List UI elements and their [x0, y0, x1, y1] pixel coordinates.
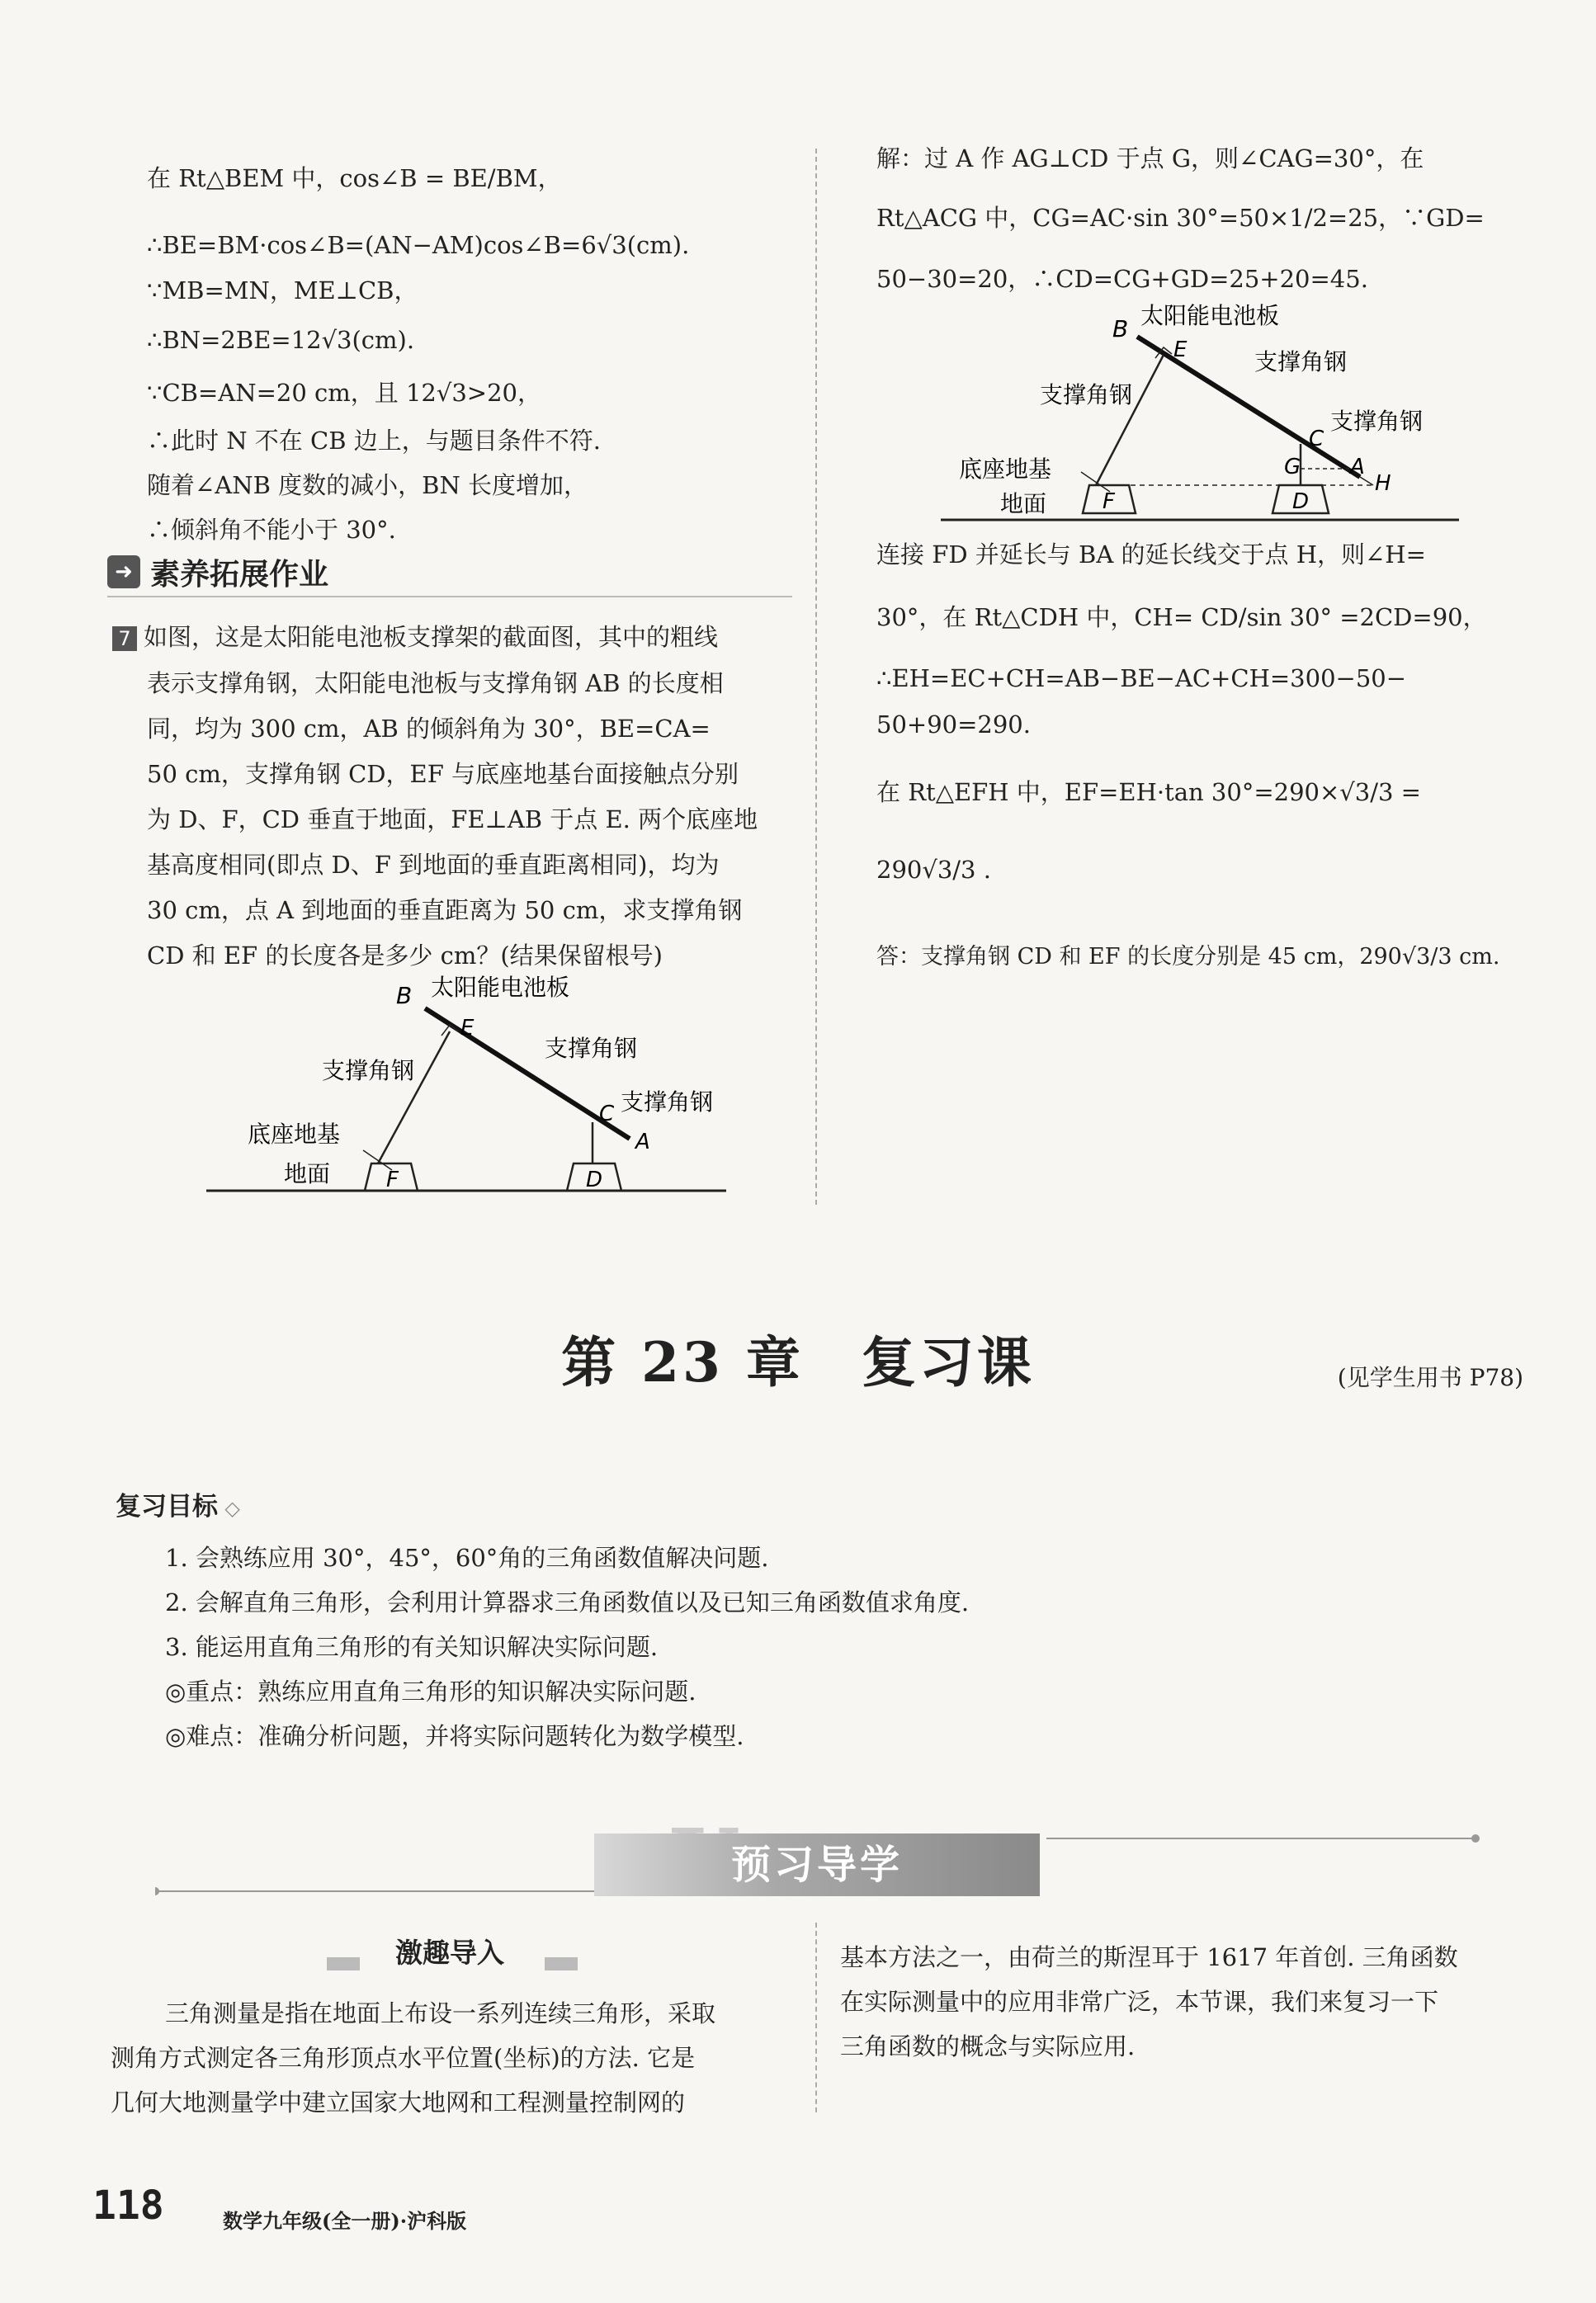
goal-item-2: 2. 会解直角三角形，会利用计算器求三角函数值以及已知三角函数值求角度.	[165, 1588, 970, 1616]
goal-key-point: ◎重点：熟练应用直角三角形的知识解决实际问题.	[165, 1678, 696, 1706]
fig-left-label-E: E	[460, 1016, 475, 1041]
column-divider-bottom	[815, 1923, 817, 2112]
fig-left-label-ground: 地面	[284, 1160, 331, 1187]
section-title: 素养拓展作业	[150, 557, 329, 592]
fig-right-label-steel-right: 支撑角钢	[1330, 408, 1424, 435]
left-line-7: 随着∠ANB 度数的减小，BN 长度增加，	[147, 471, 588, 499]
left-line-3: ∵MB=MN，ME⊥CB，	[147, 276, 418, 304]
right-line-8: 在 Rt△EFH 中，EF=EH·tan 30°=290×√3/3 =	[876, 778, 1421, 806]
preview-label: 预习导学	[594, 1833, 1040, 1896]
page-number: 118	[92, 2183, 164, 2229]
fig-left-label-D: D	[586, 1168, 603, 1192]
right-line-1: 解：过 A 作 AG⊥CD 于点 G，则∠CAG=30°，在	[876, 144, 1424, 172]
intro-left-line-2: 测角方式测定各三角形顶点水平位置(坐标)的方法. 它是	[111, 2044, 696, 2072]
fig-left-label-steel-top: 支撑角钢	[545, 1035, 638, 1062]
solar-panel-figure-right	[908, 304, 1485, 531]
right-line-3: 50−30=20，∴CD=CG+GD=25+20=45.	[876, 265, 1368, 293]
fig-right-label-G: G	[1284, 455, 1301, 479]
left-line-1: 在 Rt△BEM 中，cos∠B = BE/BM，	[147, 164, 562, 192]
diamond-icon: ◇	[218, 1497, 240, 1520]
left-line-4: ∴BN=2BE=12√3(cm).	[147, 326, 415, 354]
fig-right-label-C: C	[1309, 427, 1324, 451]
question-line-4: 50 cm，支撑角钢 CD，EF 与底座地基台面接触点分别	[147, 760, 739, 788]
intro-right-line-2: 在实际测量中的应用非常广泛，本节课，我们来复习一下	[840, 1988, 1439, 2016]
column-divider-top	[815, 149, 817, 1205]
question-text-1: 如图，这是太阳能电池板支撑架的截面图，其中的粗线	[144, 623, 719, 651]
section-underline	[107, 596, 792, 597]
right-line-2: Rt△ACG 中，CG=AC·sin 30°=50×1/2=25，∵GD=	[876, 204, 1485, 232]
right-line-9: 290√3/3 .	[876, 856, 991, 884]
goals-header-text: 复习目标	[116, 1492, 218, 1522]
question-line-8: CD 和 EF 的长度各是多少 cm？(结果保留根号)	[147, 941, 663, 970]
fig-right-label-A: A	[1350, 455, 1365, 479]
goal-item-3: 3. 能运用直角三角形的有关知识解决实际问题.	[165, 1633, 659, 1661]
right-line-6: ∴EH=EC+CH=AB−BE−AC+CH=300−50−	[876, 664, 1407, 692]
left-line-8: ∴倾斜角不能小于 30°.	[147, 516, 396, 544]
fig-left-label-steel-left: 支撑角钢	[322, 1057, 415, 1084]
fig-left-label-A: A	[635, 1130, 650, 1154]
question-line-2: 表示支撑角钢，太阳能电池板与支撑角钢 AB 的长度相	[147, 669, 724, 697]
question-line-5: 为 D、F，CD 垂直于地面，FE⊥AB 于点 E. 两个底座地	[147, 805, 758, 833]
intro-left-line-1: 三角测量是指在地面上布设一系列连续三角形，采取	[165, 1999, 716, 2027]
fig-right-label-H: H	[1375, 471, 1391, 496]
left-line-6: ∴此时 N 不在 CB 边上，与题目条件不符.	[147, 427, 601, 455]
left-line-2: ∴BE=BM·cos∠B=(AN−AM)cos∠B=6√3(cm).	[147, 231, 690, 259]
fig-left-label-C: C	[599, 1102, 615, 1126]
fig-left-label-B: B	[396, 982, 413, 1009]
fig-right-label-steel-top: 支撑角钢	[1254, 348, 1348, 375]
goals-header	[116, 1485, 240, 1522]
fig-right-label-panel: 太阳能电池板	[1140, 304, 1280, 329]
question-line-6: 基高度相同(即点 D、F 到地面的垂直距离相同)，均为	[147, 851, 720, 879]
solar-panel-figure-left	[198, 974, 743, 1205]
question-line-3: 同，均为 300 cm，AB 的倾斜角为 30°，BE=CA=	[147, 715, 711, 743]
answer-line: 答：支撑角钢 CD 和 EF 的长度分别是 45 cm，290√3/3 cm.	[876, 944, 1500, 970]
fig-left-label-F: F	[386, 1168, 399, 1192]
fig-left-label-base: 底座地基	[248, 1121, 341, 1148]
chapter-reference: (见学生用书 P78)	[1337, 1364, 1523, 1391]
fig-right-label-steel-left: 支撑角钢	[1040, 381, 1133, 408]
chapter-title: 第 23 章 复习课	[561, 1330, 1035, 1395]
intro-left-line-3: 几何大地测量学中建立国家大地网和工程测量控制网的	[111, 2088, 686, 2117]
right-line-7: 50+90=290.	[876, 710, 1031, 739]
fig-right-label-ground: 地面	[1000, 490, 1047, 517]
right-line-5: 30°，在 Rt△CDH 中，CH= CD/sin 30° =2CD=90，	[876, 603, 1487, 631]
question-number: 7	[112, 626, 137, 651]
fig-right-label-D: D	[1292, 489, 1310, 514]
fig-left-label-panel: 太阳能电池板	[431, 974, 570, 1001]
fig-right-label-B: B	[1112, 315, 1129, 342]
intro-right-line-3: 三角函数的概念与实际应用.	[840, 2032, 1136, 2060]
intro-right-line-1: 基本方法之一，由荷兰的斯涅耳于 1617 年首创. 三角函数	[840, 1943, 1458, 1971]
section-header	[107, 553, 380, 591]
fig-left-label-steel-right: 支撑角钢	[621, 1088, 714, 1116]
goal-difficulty: ◎难点：准确分析问题，并将实际问题转化为数学模型.	[165, 1722, 744, 1750]
right-line-4: 连接 FD 并延长与 BA 的延长线交于点 H，则∠H=	[876, 540, 1426, 569]
fig-right-label-E: E	[1173, 337, 1188, 362]
fig-right-label-F: F	[1103, 489, 1115, 514]
book-title: 数学九年级(全一册)·沪科版	[223, 2209, 467, 2233]
goal-item-1: 1. 会熟练应用 30°，45°，60°角的三角函数值解决问题.	[165, 1544, 769, 1572]
question-line-7: 30 cm，点 A 到地面的垂直距离为 50 cm，求支撑角钢	[147, 896, 743, 924]
arrow-icon: ➜	[107, 555, 140, 588]
fig-right-label-base: 底座地基	[959, 455, 1052, 483]
intro-header: 激趣导入	[395, 1937, 504, 1969]
left-line-5: ∵CB=AN=20 cm，且 12√3>20，	[147, 379, 541, 407]
question-line-1	[112, 621, 718, 654]
